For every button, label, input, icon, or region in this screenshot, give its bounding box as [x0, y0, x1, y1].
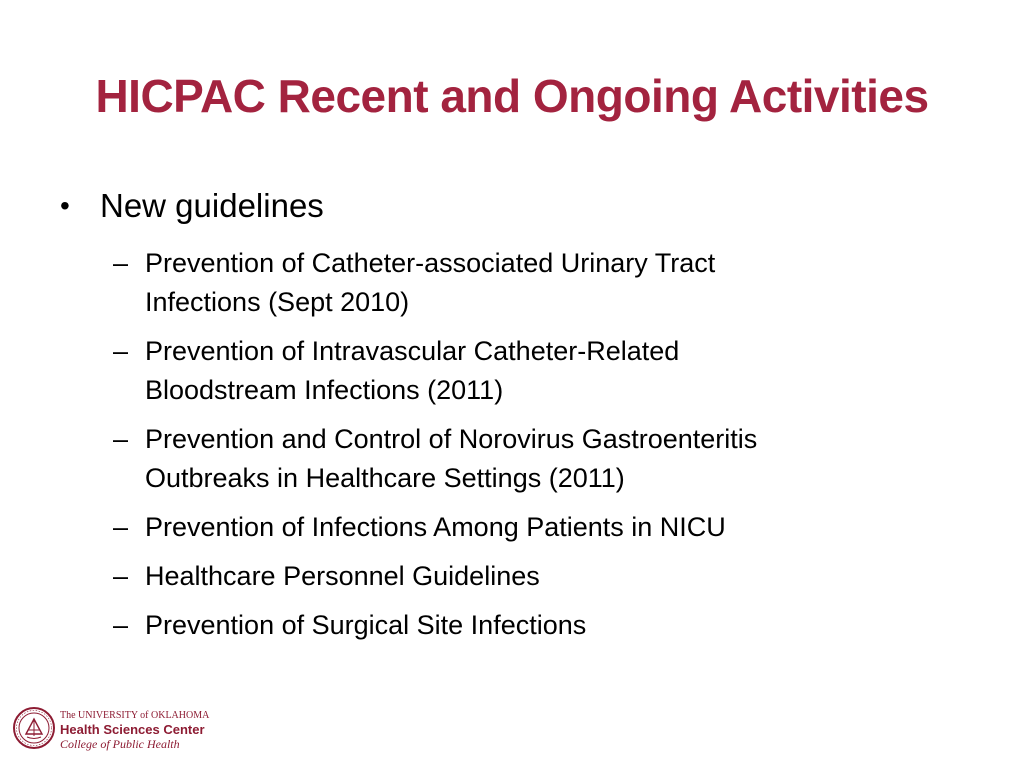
- sub-bullet-line: Infections (Sept 2010): [145, 287, 410, 317]
- bullet-marker: •: [60, 190, 70, 221]
- logo-text: [60, 710, 232, 751]
- sub-bullet-item: [113, 244, 960, 322]
- sub-bullet-marker: –: [113, 248, 129, 278]
- sub-bullet-marker: –: [113, 610, 129, 640]
- sub-bullet-item: [113, 606, 960, 645]
- sub-bullet-line: Bloodstream Infections (2011): [145, 375, 504, 405]
- bullet-text: New guidelines: [100, 187, 324, 224]
- sub-bullet-item: [113, 332, 960, 410]
- sub-bullet-line: Prevention of Intravascular Catheter-Related: [145, 336, 680, 366]
- sub-bullet-line: Prevention of Catheter-associated Urinary Tract: [145, 248, 716, 278]
- university-logo: [12, 706, 232, 756]
- sub-bullet-line: Healthcare Personnel Guidelines: [145, 561, 540, 591]
- sub-bullet-marker: –: [113, 561, 129, 591]
- logo-center-name: Health Sciences Center: [60, 722, 205, 737]
- sub-bullet-line: Prevention and Control of Norovirus Gastroenteritis: [145, 424, 758, 454]
- logo-university-name: The UNIVERSITY of OKLAHOMA: [60, 710, 210, 721]
- sub-bullet-line: Prevention of Surgical Site Infections: [145, 610, 587, 640]
- sub-bullet-line: Outbreaks in Healthcare Settings (2011): [145, 463, 625, 493]
- sub-bullet-item: [113, 508, 960, 547]
- sub-bullet-item: [113, 420, 960, 498]
- sub-bullet-marker: –: [113, 424, 129, 454]
- bullet-new-guidelines: [60, 184, 960, 228]
- sub-bullet-line: Prevention of Infections Among Patients in NICU: [145, 512, 726, 542]
- slide-title: HICPAC Recent and Ongoing Activities: [95, 70, 929, 122]
- sub-bullet-marker: –: [113, 336, 129, 366]
- university-seal-icon: [12, 706, 56, 750]
- sub-bullet-marker: –: [113, 512, 129, 542]
- sub-bullet-item: [113, 557, 960, 596]
- sub-bullet-list: [113, 244, 960, 645]
- slide-content: [60, 184, 960, 661]
- logo-college-name: College of Public Health: [60, 737, 180, 751]
